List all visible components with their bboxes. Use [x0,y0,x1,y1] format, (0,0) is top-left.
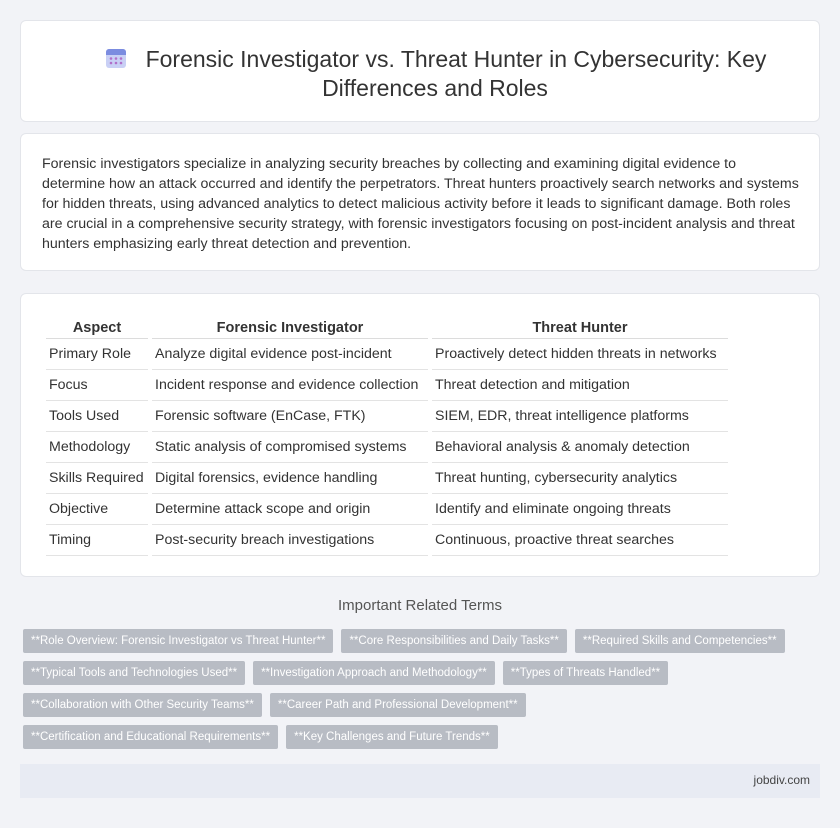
table-row [46,525,728,556]
threat-hunter-cell: Behavioral analysis & anomaly detection [432,432,728,463]
aspect-cell: Objective [46,494,148,525]
forensic-cell: Digital forensics, evidence handling [152,463,428,494]
aspect-cell: Tools Used [46,401,148,432]
header-card [20,20,820,122]
threat-hunter-cell: Proactively detect hidden threats in networks [432,339,728,370]
related-term-tag[interactable]: **Career Path and Professional Development** [270,693,526,717]
related-term-tag[interactable]: **Types of Threats Handled** [503,661,668,685]
page-title: Forensic Investigator vs. Threat Hunter in Cybersecurity: Key Differences and Roles [145,46,767,101]
related-term-tag[interactable]: **Typical Tools and Technologies Used** [23,661,245,685]
table-row [46,463,728,494]
forensic-cell: Forensic software (EnCase, FTK) [152,401,428,432]
comparison-card [20,293,820,577]
table-row [46,339,728,370]
footer [20,764,820,798]
forensic-cell: Post-security breach investigations [152,525,428,556]
table-header-row [46,312,728,339]
table-row [46,432,728,463]
related-term-tag[interactable]: **Collaboration with Other Security Teams** [23,693,262,717]
related-term-tag[interactable]: **Required Skills and Competencies** [575,629,785,653]
forensic-cell: Analyze digital evidence post-incident [152,339,428,370]
footer-site-link[interactable]: jobdiv.com [753,773,810,787]
related-terms-heading: Important Related Terms [338,597,502,614]
calendar-icon [104,46,128,70]
aspect-cell: Primary Role [46,339,148,370]
related-term-tag[interactable]: **Investigation Approach and Methodology** [253,661,495,685]
related-terms-list [23,629,823,757]
intro-card [20,133,820,271]
related-term-tag[interactable]: **Role Overview: Forensic Investigator vs Threat Hunter** [23,629,333,653]
related-term-tag[interactable]: **Core Responsibilities and Daily Tasks** [341,629,566,653]
threat-hunter-cell: Continuous, proactive threat searches [432,525,728,556]
related-term-tag[interactable]: **Key Challenges and Future Trends** [286,725,498,749]
threat-hunter-cell: Identify and eliminate ongoing threats [432,494,728,525]
threat-hunter-cell: SIEM, EDR, threat intelligence platforms [432,401,728,432]
forensic-cell: Determine attack scope and origin [152,494,428,525]
aspect-cell: Skills Required [46,463,148,494]
table-row [46,494,728,525]
header-forensic-investigator: Forensic Investigator [152,312,428,339]
page-title-row [91,45,779,103]
table-row [46,370,728,401]
intro-paragraph: Forensic investigators specialize in analyzing security breaches by collecting and examining digital evidence to determine how an attack occurred and identify the perpetrators. Threat hunters proactively search networks and systems for hidden threats, using advanced analytics to detect malicious activity before it leads to significant damage. Both roles are crucial in a comprehensive security strategy, with forensic investigators focusing on post-incident analysis and threat hunters emphasizing early threat detection and prevention. [42,156,799,252]
threat-hunter-cell: Threat hunting, cybersecurity analytics [432,463,728,494]
related-term-tag[interactable]: **Certification and Educational Requirements** [23,725,278,749]
header-threat-hunter: Threat Hunter [432,312,728,339]
aspect-cell: Methodology [46,432,148,463]
comparison-table [42,312,732,556]
aspect-cell: Focus [46,370,148,401]
header-aspect: Aspect [46,312,148,339]
forensic-cell: Static analysis of compromised systems [152,432,428,463]
threat-hunter-cell: Threat detection and mitigation [432,370,728,401]
forensic-cell: Incident response and evidence collection [152,370,428,401]
aspect-cell: Timing [46,525,148,556]
table-row [46,401,728,432]
